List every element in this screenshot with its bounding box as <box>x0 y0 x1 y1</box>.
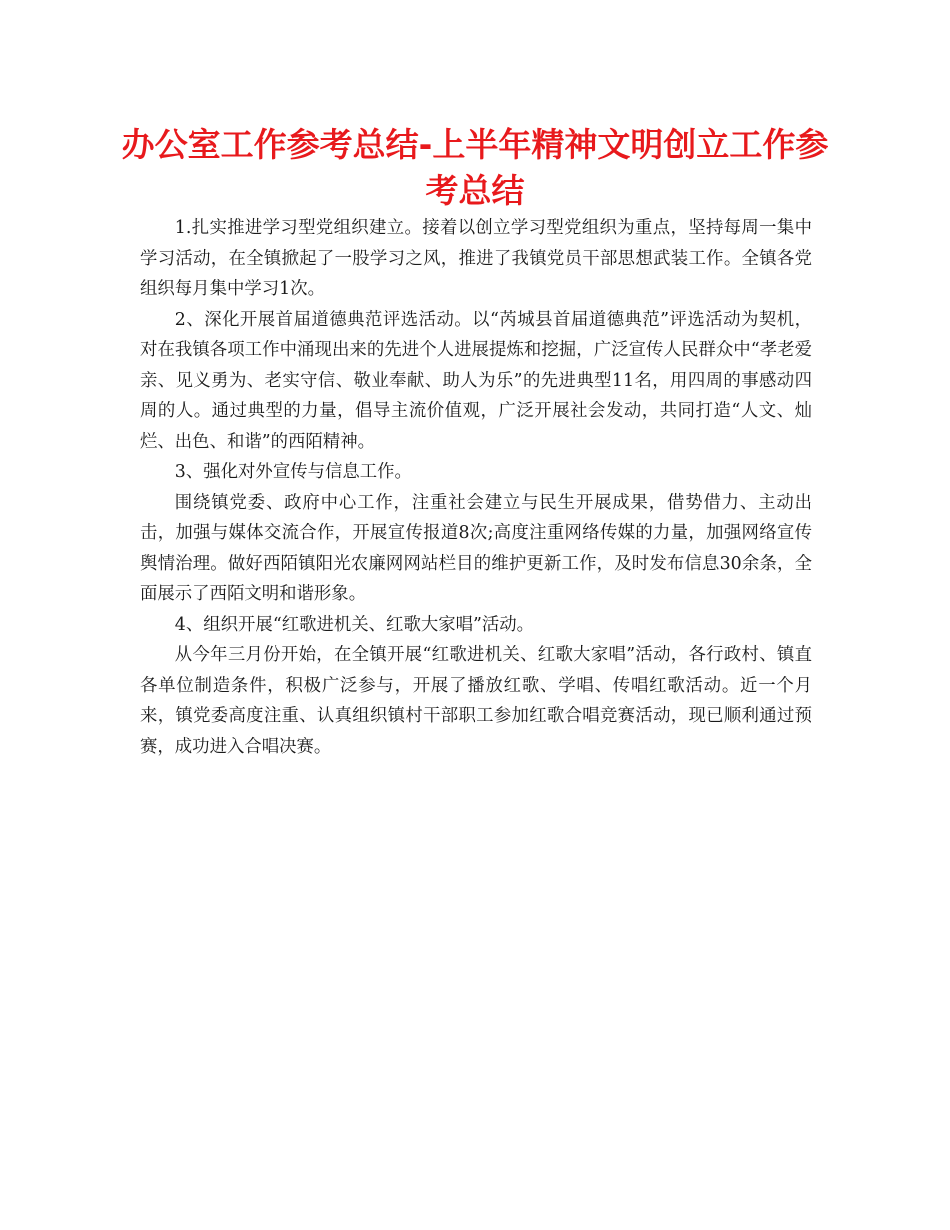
paragraph-4: 围绕镇党委、政府中心工作，注重社会建立与民生开展成果，借势借力、主动出击，加强与媒体交流合作，开展宣传报道8次;高度注重网络传媒的力量，加强网络宣传舆情治理。做好西陌镇阳光农廉网网站栏目的维护更新工作，及时发布信息30余条，全面展示了西陌文明和谐形象。 <box>140 492 812 604</box>
document-body <box>140 213 812 762</box>
document-title: 办公室工作参考总结-上半年精神文明创立工作参考总结 <box>121 125 829 210</box>
paragraph-6: 从今年三月份开始，在全镇开展“红歌进机关、红歌大家唱”活动，各行政村、镇直各单位制造条件，积极广泛参与，开展了播放红歌、学唱、传唱红歌活动。近一个月来，镇党委高度注重、认真组织镇村干部职工参加红歌合唱竞赛活动，现已顺利通过预赛，成功进入合唱决赛。 <box>140 645 812 757</box>
paragraph-2: 2、深化开展首届道德典范评选活动。以“芮城县首届道德典范”评选活动为契机，对在我镇各项工作中涌现出来的先进个人进展提炼和挖掘，广泛宣传人民群众中“孝老爱亲、见义勇为、老实守信、敬业奉献、助人为乐”的先进典型11名，用四周的事感动四周的人。通过典型的力量，倡导主流价值观，广泛开展社会发动，共同打造“人文、灿烂、出色、和谐”的西陌精神。 <box>140 309 812 452</box>
paragraph-5: 4、组织开展“红歌进机关、红歌大家唱”活动。 <box>174 614 535 635</box>
paragraph-3: 3、强化对外宣传与信息工作。 <box>174 462 412 482</box>
paragraph-1: 1.扎实推进学习型党组织建立。接着以创立学习型党组织为重点，坚持每周一集中学习活动，在全镇掀起了一股学习之风，推进了我镇党员干部思想武装工作。全镇各党组织每月集中学习1次。 <box>140 218 812 299</box>
